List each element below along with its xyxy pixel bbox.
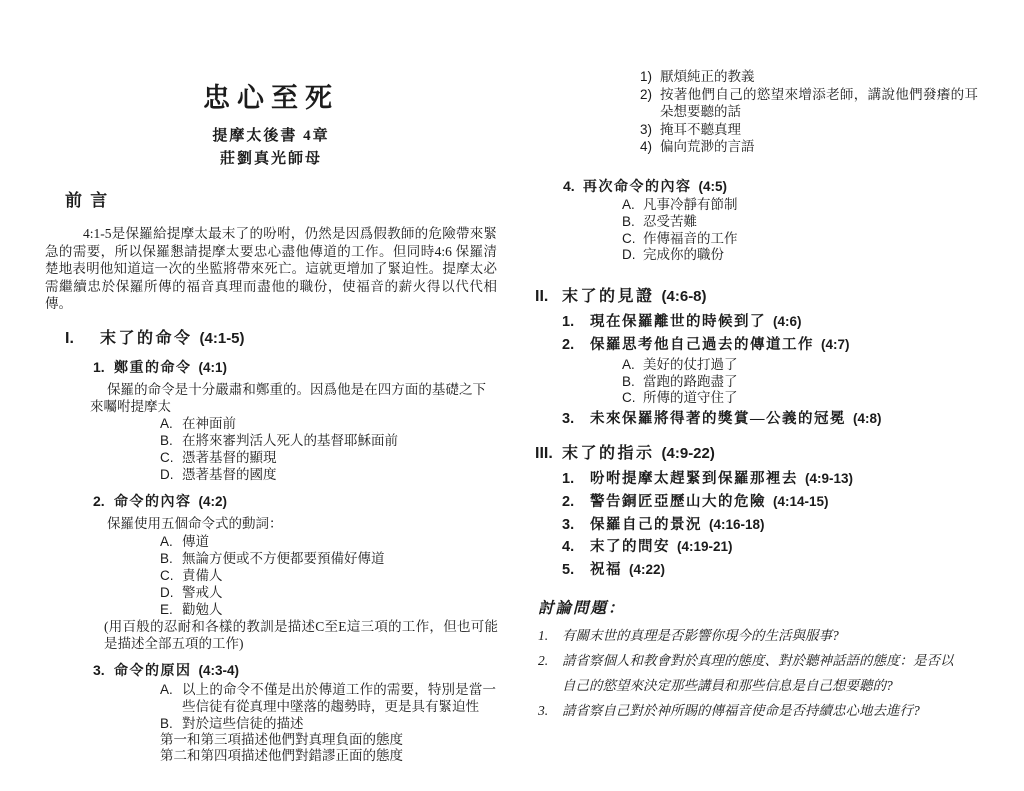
outline-letter-item — [622, 214, 1007, 231]
letter-item-label: B. — [160, 433, 173, 449]
right-column — [535, 68, 1007, 723]
paren-item-text: 按著他們自己的慾望來增添老師，講說他們發癢的耳朵想要聽的話 — [660, 86, 978, 120]
letter-item-text: 當跑的路跑盡了 — [643, 373, 738, 389]
outline-letter-item — [622, 374, 1007, 391]
paren-item-text: 掩耳不聽真理 — [660, 121, 741, 137]
verse-reference: (4:6-8) — [661, 288, 707, 306]
letter-item-text: 憑著基督的顯現 — [182, 450, 277, 466]
item-number: 4. — [562, 539, 575, 556]
outline-numbered-item — [562, 491, 1007, 514]
outline-letter-item — [160, 466, 497, 483]
attitude-description-line: 第一和第三項描述他們對真理負面的態度 — [160, 731, 403, 747]
outline-letter-item — [160, 415, 497, 432]
item-1-letter-list — [160, 415, 497, 483]
paren-item-text: 偏向荒渺的言語 — [660, 139, 755, 155]
section-2-letter-list — [622, 357, 1007, 407]
section-title: 末了的見證 — [562, 288, 655, 306]
item-number: 1. — [93, 358, 105, 375]
item-number: 2. — [562, 493, 575, 510]
discussion-heading: 討論問題： — [538, 599, 626, 617]
verse-reference: (4:19-21) — [677, 539, 733, 555]
description-list-item — [640, 68, 1007, 86]
verse-reference: (4:3-4) — [198, 662, 240, 678]
section-title: 末了的指示 — [562, 444, 655, 462]
letter-item-text: 以上的命令不僅是出於傳道工作的需要，特別是當一些信徒有從真理中墜落的趨勢時，更是具有緊迫性 — [182, 681, 496, 714]
outline-numbered-item — [562, 468, 1007, 491]
letter-item-label: A. — [622, 356, 635, 372]
outline-letter-item — [160, 550, 497, 567]
letter-item-label: C. — [160, 567, 174, 583]
letter-item-text: 完成你的職份 — [643, 247, 724, 263]
outline-letter-item — [622, 231, 1007, 248]
paren-item-label: 3) — [640, 121, 653, 137]
item-title: 保羅思考他自己過去的傳道工作 — [590, 336, 814, 353]
section-1-heading — [65, 329, 497, 349]
item-title: 未來保羅將得著的獎賞—公義的冠冕 — [590, 411, 846, 428]
item-title: 保羅自己的景況 — [590, 516, 702, 533]
document-title: 忠心至死 — [203, 83, 339, 113]
letter-item-label: B. — [160, 715, 173, 731]
item-number: 3. — [93, 661, 105, 678]
item-number: 2. — [562, 336, 575, 353]
item-body-text: 保羅的命令是十分嚴肅和鄭重的。因爲他是在四方面的基礎之下來囑咐提摩太 — [90, 381, 486, 415]
outline-letter-item — [622, 390, 1007, 407]
outline-numbered-item — [562, 408, 1007, 431]
letter-item-text: 勸勉人 — [182, 601, 223, 617]
letter-item-text: 責備人 — [182, 567, 223, 583]
verse-reference: (4:8) — [853, 411, 882, 427]
document-author: 莊劉真光師母 — [219, 151, 322, 167]
question-text: 有關末世的真理是否影響你現今的生活與服事? — [562, 627, 839, 643]
title-block — [45, 82, 497, 169]
letter-item-label: A. — [160, 681, 173, 697]
verse-reference: (4:1-5) — [199, 329, 245, 347]
question-text: 請省察自己對於神所賜的傳福音使命是否持續忠心地去進行? — [562, 702, 920, 718]
item-body-text: 保羅使用五個命令式的動詞： — [107, 516, 283, 532]
letter-item-text: 對於這些信徒的描述 — [182, 715, 304, 731]
letter-item-label: E. — [160, 601, 173, 617]
letter-item-label: C. — [622, 390, 636, 406]
letter-item-text: 在將來審判活人死人的基督耶穌面前 — [182, 433, 398, 449]
outline-letter-item — [622, 247, 1007, 264]
item-title: 鄭重的命令 — [114, 360, 192, 376]
letter-item-label: D. — [160, 467, 174, 483]
letter-item-label: A. — [622, 196, 635, 212]
section-number: II. — [535, 288, 549, 306]
letter-item-label: A. — [160, 533, 173, 549]
outline-letter-item — [622, 357, 1007, 374]
outline-letter-item — [160, 449, 497, 466]
preface-heading: 前 言 — [65, 191, 110, 210]
section-3-heading — [535, 444, 1007, 464]
verse-reference: (4:2) — [198, 494, 228, 510]
parenthetical-note: (用百般的忍耐和各樣的教訓是描述C至E這三項的工作，但也可能是描述全部五項的工作) — [104, 618, 498, 651]
letter-item-text: 忍受苦難 — [643, 213, 697, 229]
letter-item-text: 傳道 — [182, 533, 209, 549]
letter-item-text: 凡事冷靜有節制 — [643, 196, 738, 212]
item-number: 3. — [562, 516, 575, 533]
section-1-item-3-heading — [93, 661, 497, 681]
discussion-question — [538, 623, 1007, 648]
letter-item-label: B. — [622, 373, 635, 389]
paren-item-label: 4) — [640, 139, 653, 155]
outline-numbered-item — [562, 334, 1007, 357]
attitude-description-line: 第二和第四項描述他們對錯謬正面的態度 — [160, 748, 403, 764]
section-3-items — [562, 468, 1007, 582]
description-list-item — [640, 86, 1007, 121]
attitude-description-list — [160, 732, 497, 765]
outline-letter-item — [160, 533, 497, 550]
verse-reference: (4:7) — [821, 336, 850, 352]
outline-numbered-item — [562, 536, 1007, 559]
paren-item-text: 厭煩純正的教義 — [660, 69, 755, 84]
item-title: 再次命令的內容 — [583, 179, 692, 195]
verse-reference: (4:9-22) — [661, 444, 715, 462]
outline-letter-item — [160, 681, 497, 715]
verse-reference: (4:5) — [698, 178, 728, 194]
letter-item-label: A. — [160, 416, 173, 432]
letter-item-text: 在神面前 — [182, 416, 236, 432]
item-title: 祝福 — [590, 562, 622, 579]
preface-paragraph: 4:1-5是保羅給提摩太最末了的吩咐，仍然是因爲假教師的危險帶來緊急的需要，所以保羅懇請提摩太要忠心盡他傳道的工作。但同時4:6 保羅清楚地表明他知道這一次的坐監將帶來死亡。這就更增加了緊迫性。提摩太必需繼續忠於保羅所傳的福音真理而盡他的職份，使福音的薪火得以代代相傳。 — [45, 226, 497, 312]
item-title: 命令的原因 — [114, 663, 192, 679]
item-title: 現在保羅離世的時候到了 — [590, 314, 766, 331]
left-column — [45, 78, 497, 765]
discussion-question-list — [538, 623, 1007, 723]
letter-item-text: 憑著基督的國度 — [182, 467, 277, 483]
item-3-letter-list — [160, 681, 497, 732]
section-2-items — [562, 311, 1007, 357]
item-number: 1. — [562, 470, 575, 487]
letter-item-text: 警戒人 — [182, 584, 223, 600]
outline-letter-item — [160, 432, 497, 449]
item-number: 2. — [93, 493, 105, 510]
outline-numbered-item — [562, 559, 1007, 582]
section-2-items-cont — [562, 408, 1007, 431]
item-number: 1. — [562, 314, 575, 331]
letter-item-label: C. — [160, 450, 174, 466]
section-number: I. — [65, 329, 74, 347]
outline-letter-item — [160, 715, 497, 732]
section-title: 末了的命令 — [100, 329, 193, 347]
outline-letter-item — [622, 197, 1007, 214]
section-1-item-2-heading — [93, 492, 497, 512]
verse-reference: (4:14-15) — [773, 493, 829, 509]
outline-numbered-item — [562, 514, 1007, 537]
question-number: 1. — [538, 627, 549, 643]
item-number: 3. — [562, 411, 575, 428]
paren-item-label: 2) — [640, 86, 653, 102]
paren-item-label: 1) — [640, 69, 653, 84]
item-title: 吩咐提摩太趕緊到保羅那裡去 — [590, 470, 798, 487]
outline-letter-item — [160, 567, 497, 584]
letter-item-text: 所傳的道守住了 — [643, 390, 738, 406]
verse-reference: (4:9-13) — [805, 470, 854, 486]
question-number: 2. — [538, 652, 549, 668]
discussion-question — [538, 648, 1007, 698]
discussion-question — [538, 698, 1007, 723]
description-list-item — [640, 121, 1007, 139]
section-2-heading — [535, 287, 1007, 307]
letter-item-label: B. — [622, 213, 635, 229]
verse-reference: (4:22) — [629, 562, 666, 578]
item-2-letter-list — [160, 533, 497, 618]
item-number: 4. — [563, 177, 575, 194]
section-1-item-1-heading — [93, 358, 497, 378]
letter-item-label: D. — [622, 247, 636, 263]
item-4-letter-list — [622, 197, 1007, 264]
item-title: 末了的問安 — [590, 539, 670, 556]
outline-letter-item — [160, 584, 497, 601]
section-number: III. — [535, 444, 553, 462]
outline-numbered-item — [562, 311, 1007, 334]
believer-description-list — [640, 68, 1007, 156]
letter-item-text: 美好的仗打過了 — [643, 356, 738, 372]
item-number: 5. — [562, 562, 575, 579]
letter-item-label: D. — [160, 584, 174, 600]
outline-letter-item — [160, 601, 497, 618]
letter-item-text: 作傳福音的工作 — [643, 230, 738, 246]
question-number: 3. — [538, 702, 549, 718]
section-1-item-4-heading — [563, 177, 1007, 197]
description-list-item — [640, 138, 1007, 156]
verse-reference: (4:6) — [773, 314, 802, 330]
verse-reference: (4:1) — [198, 359, 228, 375]
item-title: 命令的內容 — [114, 495, 192, 511]
verse-reference: (4:16-18) — [709, 516, 765, 532]
letter-item-label: C. — [622, 230, 636, 246]
question-text: 請省察個人和教會對於真理的態度、對於聽神話語的態度：是否以自己的慾望來決定那些講員和那些信息是自己想要聽的? — [562, 652, 954, 693]
letter-item-label: B. — [160, 550, 173, 566]
letter-item-text: 無論方便或不方便都要預備好傳道 — [182, 550, 385, 566]
document-subtitle: 提摩太後書 4章 — [212, 128, 330, 144]
item-title: 警告銅匠亞歷山大的危險 — [590, 493, 766, 510]
